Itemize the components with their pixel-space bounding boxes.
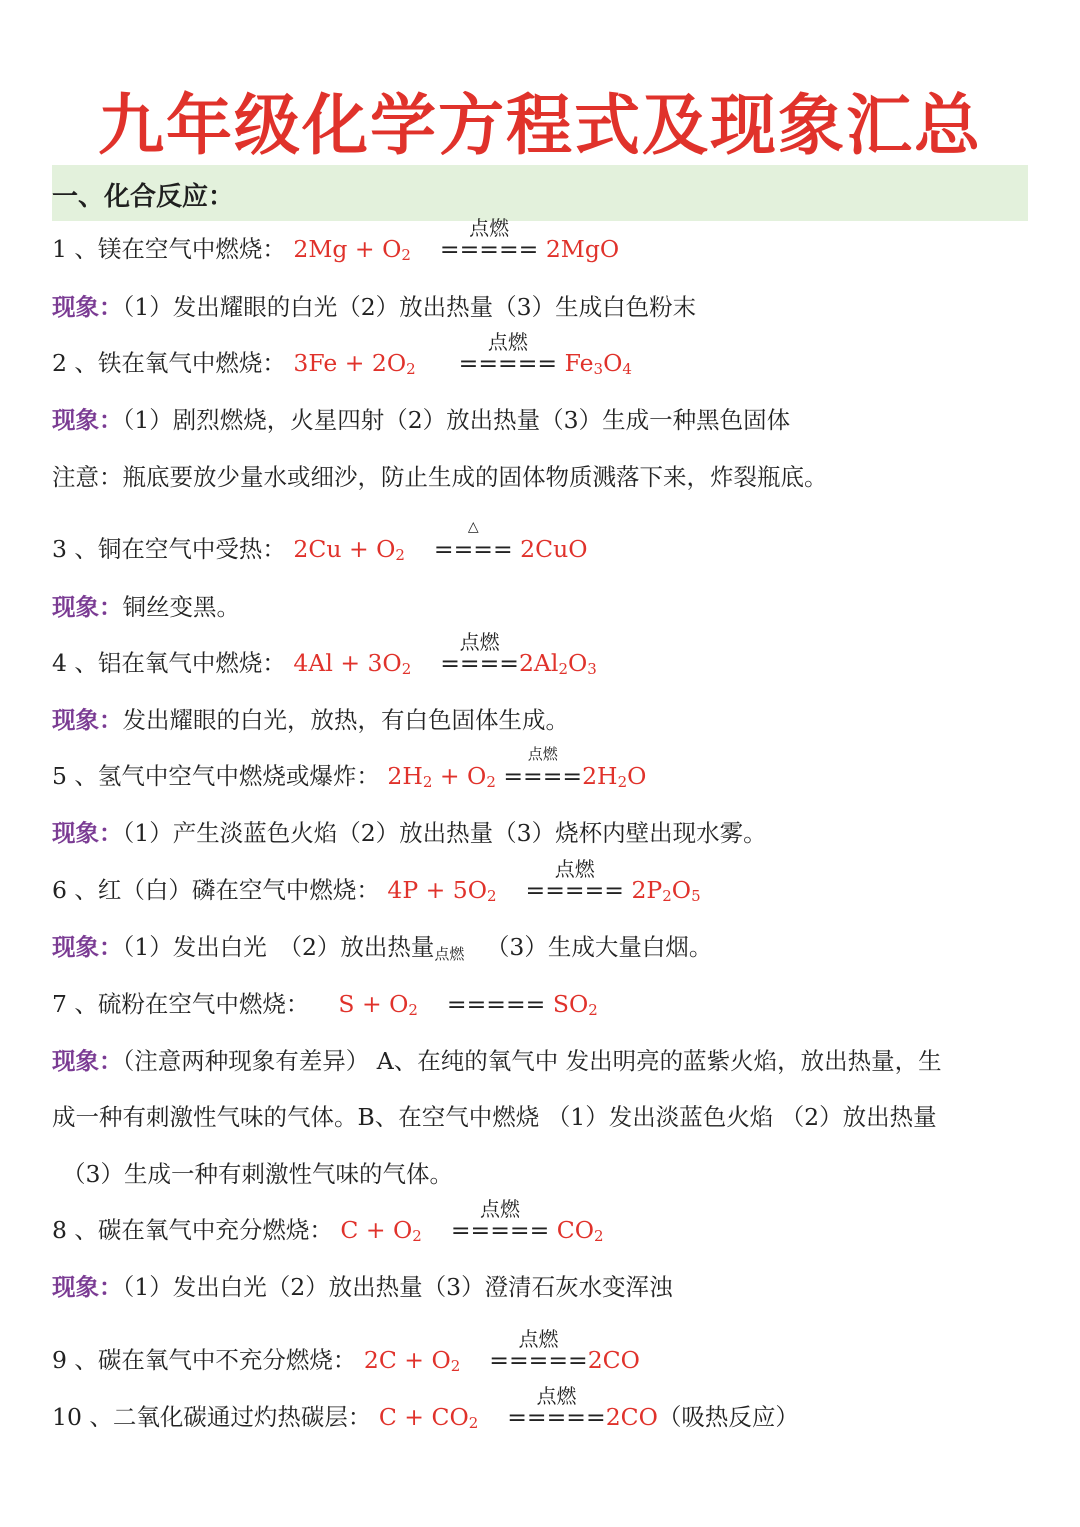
reactants: $4Al + 3O_2$ (293, 649, 412, 678)
reactants: $2H_2 + O_2$ (387, 762, 496, 791)
reaction-7 (52, 990, 598, 1019)
reaction-note: （吸热反应） (657, 1403, 799, 1431)
phenomenon-6: 现象：（1）发出白光 （2）放出热量点燃 （3）生成大量白烟。 (52, 933, 713, 963)
reaction-1 (52, 216, 620, 264)
reaction-label: 4 、铝在氧气中燃烧： (52, 649, 286, 677)
reaction-2 (52, 330, 632, 378)
reaction-label: 5 、氢气中空气中燃烧或爆炸： (52, 762, 380, 790)
phenomenon-7-cont: 成一种有刺激性气味的气体。B、在空气中燃烧 （1）发出淡蓝色火焰 （2）放出热量 (52, 1103, 937, 1131)
phenomenon-label: 现象： (52, 706, 123, 734)
condition: 点燃 (536, 1384, 577, 1408)
condition: 点燃 (480, 1197, 521, 1221)
reactants: $4P + 5O_2$ (387, 876, 497, 905)
phenomenon-label: 现象： (52, 593, 123, 621)
phenomenon-3: 现象：铜丝变黑。 (52, 593, 240, 621)
phenomenon-7: 现象：（注意两种现象有差异） A、在纯的氧气中 发出明亮的蓝紫火焰，放出热量，生 (52, 1047, 942, 1075)
reactants: $2C + O_2$ (363, 1346, 461, 1375)
products: 2CO (587, 1346, 640, 1374)
reaction-label: 7 、硫粉在空气中燃烧： (52, 990, 310, 1018)
reaction-label: 2 、铁在氧气中燃烧： (52, 349, 286, 377)
phenomenon-8: 现象：（1）发出白光（2）放出热量（3）澄清石灰水变浑浊 (52, 1273, 673, 1301)
reaction-arrow: 点燃 ==== (503, 745, 583, 790)
reaction-5 (52, 745, 647, 791)
reaction-6 (52, 857, 701, 905)
condition: 点燃 (554, 857, 595, 881)
condition: 点燃 (487, 330, 528, 354)
reaction-9 (52, 1327, 640, 1375)
condition: 点燃 (527, 745, 558, 763)
stray-condition: 点燃 (434, 945, 465, 963)
products: $Fe_3O_4$ (564, 349, 632, 378)
phenomenon-1: 现象：（1）发出耀眼的白光（2）放出热量（3）生成白色粉末 (52, 293, 697, 321)
reaction-arrow: 点燃 ===== (489, 1327, 588, 1374)
condition: 点燃 (469, 216, 510, 240)
note-2: 注意：瓶底要放少量水或细沙，防止生成的固体物质溅落下来，炸裂瓶底。 (52, 463, 828, 491)
reaction-8 (52, 1197, 604, 1245)
reaction-4 (52, 630, 597, 678)
reactants: $2Mg + O_2$ (293, 235, 411, 264)
reaction-arrow: △ ==== (433, 519, 513, 563)
reaction-arrow: 点燃 ===== (507, 1384, 606, 1431)
reaction-label: 9 、碳在氧气中不充分燃烧： (52, 1346, 357, 1374)
products: $2Al_2O_3$ (518, 649, 597, 678)
reactants: $2Cu + O_2$ (293, 535, 405, 564)
phenomenon-label: 现象： (52, 933, 123, 961)
heat-condition: △ (467, 519, 479, 535)
products: $CO_2$ (556, 1216, 604, 1245)
phenomenon-4: 现象：发出耀眼的白光，放热，有白色固体生成。 (52, 706, 569, 734)
products: $SO_2$ (552, 990, 598, 1019)
reaction-arrow: 点燃 ===== (439, 216, 539, 263)
reaction-arrow: ===== (446, 990, 546, 1018)
condition: 点燃 (518, 1327, 559, 1351)
page-title: 九年级化学方程式及现象汇总 (98, 87, 982, 164)
reaction-label: 6 、红（白）磷在空气中燃烧： (52, 876, 380, 904)
reactants: $S + O_2$ (338, 990, 418, 1019)
phenomenon-7-cont2: （3）生成一种有刺激性气味的气体。 (62, 1160, 453, 1188)
reactants: $C + CO_2$ (378, 1403, 479, 1432)
products: 2CO (605, 1403, 658, 1431)
phenomenon-label: 现象： (52, 1273, 123, 1301)
phenomenon-label: 现象： (52, 819, 123, 847)
reaction-label: 10 、二氧化碳通过灼热碳层： (52, 1403, 372, 1431)
reaction-arrow: 点燃 ==== (440, 630, 519, 677)
products: $2H_2O$ (582, 762, 647, 791)
reaction-arrow: 点燃 ===== (525, 857, 624, 904)
products: 2CuO (520, 535, 588, 563)
phenomenon-2: 现象：（1）剧烈燃烧，火星四射（2）放出热量（3）生成一种黑色固体 (52, 406, 791, 434)
reactants: $C + O_2$ (340, 1216, 422, 1245)
reaction-arrow: 点燃 ===== (450, 1197, 550, 1244)
products: 2MgO (545, 235, 620, 263)
products: $2P_2O_5$ (631, 876, 701, 905)
reaction-label: 1 、镁在空气中燃烧： (52, 235, 286, 263)
reaction-arrow: 点燃 ===== (458, 330, 558, 377)
condition: 点燃 (459, 630, 500, 654)
phenomenon-5: 现象：（1）产生淡蓝色火焰（2）放出热量（3）烧杯内壁出现水雾。 (52, 819, 767, 847)
phenomenon-label: 现象： (52, 406, 123, 434)
reaction-label: 3 、铜在空气中受热： (52, 535, 286, 563)
section-title: 一、化合反应： (52, 182, 235, 212)
reaction-label: 8 、碳在氧气中充分燃烧： (52, 1216, 333, 1244)
reaction-10 (52, 1384, 799, 1432)
phenomenon-label: 现象： (52, 293, 123, 321)
reaction-3 (52, 519, 588, 564)
phenomenon-label: 现象： (52, 1047, 123, 1075)
reactants: $3Fe + 2O_2$ (293, 349, 416, 378)
